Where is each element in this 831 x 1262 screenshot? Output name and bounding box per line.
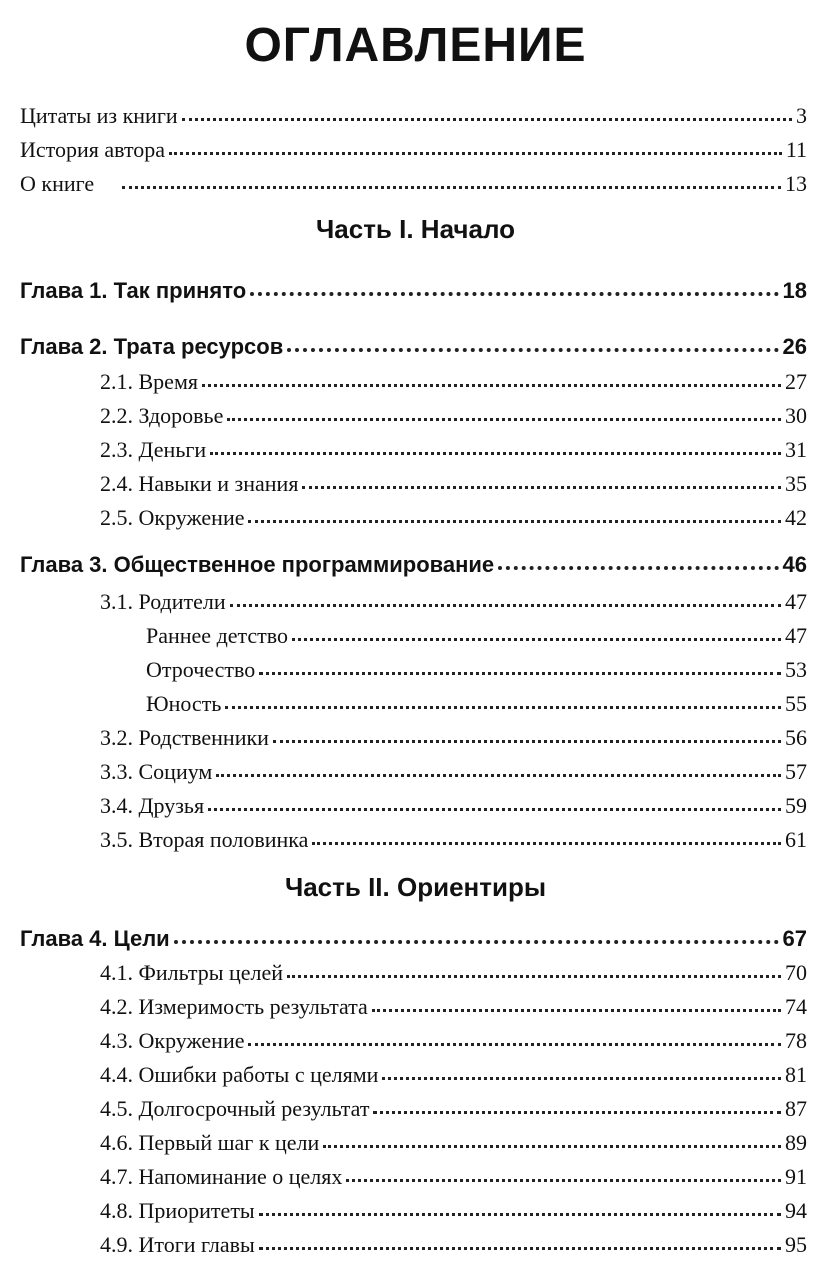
toc-entry-page: 59: [785, 793, 807, 818]
toc-entry[interactable]: [20, 170, 807, 198]
toc-entry[interactable]: [100, 436, 807, 464]
toc-chapter-page: 46: [782, 552, 807, 577]
toc-chapter-label: Глава 2. Трата ресурсов: [20, 334, 284, 359]
toc-entry-label: Цитаты из книги: [20, 103, 178, 128]
toc-entry-page: 35: [785, 471, 807, 496]
leader-dots: [259, 1243, 781, 1250]
toc-entry-label: Раннее детство: [146, 623, 289, 648]
toc-entry[interactable]: [100, 959, 807, 987]
toc-entry-label: О книге: [20, 171, 95, 196]
toc-entry[interactable]: [100, 368, 807, 396]
toc-chapter-page: 67: [782, 926, 807, 951]
toc-entry-label: 4.6. Первый шаг к цели: [100, 1130, 320, 1155]
toc-chapter-label: Глава 3. Общественное программирование: [20, 552, 495, 577]
toc-entry[interactable]: [100, 1197, 807, 1225]
toc-chapter[interactable]: [20, 277, 807, 305]
part-heading: Часть I. Начало: [316, 214, 515, 244]
leader-dots: [227, 414, 781, 421]
toc-entry-label: 4.1. Фильтры целей: [100, 960, 284, 985]
leader-dots: [273, 736, 781, 743]
toc-entry-label: 3.1. Родители: [100, 589, 226, 614]
toc-entry-page: 91: [785, 1164, 807, 1189]
leader-dots: [210, 448, 781, 455]
toc-entry-page: 11: [785, 137, 807, 162]
leader-dots: [122, 182, 781, 189]
toc-entry-page: 47: [785, 623, 807, 648]
toc-entry[interactable]: [100, 1061, 807, 1089]
leader-dots: [259, 1209, 781, 1216]
toc-entry-page: 57: [785, 759, 807, 784]
toc-entry-label: 2.1. Время: [100, 369, 198, 394]
toc-entry-page: 94: [785, 1198, 807, 1223]
leader-dots: [225, 702, 781, 709]
leader-dots: [287, 344, 778, 352]
leader-dots: [346, 1175, 781, 1182]
toc-entry[interactable]: [100, 1231, 807, 1259]
leader-dots: [216, 770, 781, 777]
leader-dots: [250, 288, 778, 296]
toc-entry-label: 3.5. Вторая половинка: [100, 827, 309, 852]
toc-chapter-page: 18: [782, 278, 807, 303]
toc-entry-label: 2.4. Навыки и знания: [100, 471, 299, 496]
toc-entry-label: 4.3. Окружение: [100, 1028, 245, 1053]
toc-entry[interactable]: [100, 724, 807, 752]
toc-entry-page: 27: [785, 369, 807, 394]
toc-entry[interactable]: [100, 1095, 807, 1123]
toc-entry-label: 2.5. Окружение: [100, 505, 245, 530]
leader-dots: [182, 114, 792, 121]
toc-entry-page: 61: [785, 827, 807, 852]
toc-entry-page: 3: [796, 103, 807, 128]
toc-entry-page: 13: [785, 171, 807, 196]
toc-entry-page: 87: [785, 1096, 807, 1121]
leader-dots: [372, 1005, 781, 1012]
leader-dots: [248, 516, 781, 523]
toc-entry-page: 47: [785, 589, 807, 614]
toc-chapter[interactable]: [20, 333, 807, 361]
toc-entry-label: Отрочество: [146, 657, 256, 682]
leader-dots: [302, 482, 781, 489]
toc-entry[interactable]: [100, 470, 807, 498]
toc-entry-label: 4.9. Итоги главы: [100, 1232, 255, 1257]
toc-entry[interactable]: [146, 622, 807, 650]
toc-entry-page: 30: [785, 403, 807, 428]
toc-entry-label: 4.5. Долгосрочный результат: [100, 1096, 370, 1121]
toc-entry[interactable]: [146, 656, 807, 684]
toc-entry-label: 4.8. Приоритеты: [100, 1198, 255, 1223]
toc-chapter-page: 26: [782, 334, 807, 359]
toc-entry-page: 31: [785, 437, 807, 462]
toc-entry-page: 89: [785, 1130, 807, 1155]
leader-dots: [312, 838, 781, 845]
leader-dots: [248, 1039, 781, 1046]
leader-dots: [382, 1073, 781, 1080]
leader-dots: [287, 971, 781, 978]
toc-entry-label: 2.3. Деньги: [100, 437, 207, 462]
toc-entry-label: 3.3. Социум: [100, 759, 213, 784]
toc-entry[interactable]: [100, 792, 807, 820]
toc-entry[interactable]: [100, 1129, 807, 1157]
part-heading: Часть II. Ориентиры: [284, 872, 547, 902]
toc-entry[interactable]: [146, 690, 807, 718]
toc-entry[interactable]: [100, 504, 807, 532]
toc-entry-label: 4.4. Ошибки работы с целями: [100, 1062, 379, 1087]
toc-entry[interactable]: [100, 758, 807, 786]
toc-entry-page: 81: [785, 1062, 807, 1087]
leader-dots: [208, 804, 781, 811]
toc-entry[interactable]: [100, 588, 807, 616]
toc-entry-label: 2.2. Здоровье: [100, 403, 224, 428]
toc-entry[interactable]: [100, 1027, 807, 1055]
toc-entry-page: 74: [785, 994, 807, 1019]
toc-entry-page: 42: [785, 505, 807, 530]
toc-entry[interactable]: [100, 826, 807, 854]
toc-entry[interactable]: [20, 136, 807, 164]
leader-dots: [323, 1141, 781, 1148]
toc-entry[interactable]: [100, 402, 807, 430]
toc-chapter[interactable]: [20, 551, 807, 579]
toc-entry-label: 3.2. Родственники: [100, 725, 269, 750]
leader-dots: [373, 1107, 781, 1114]
toc-entry-page: 78: [785, 1028, 807, 1053]
toc-entry-page: 53: [785, 657, 807, 682]
toc-chapter[interactable]: [20, 925, 807, 953]
leader-dots: [498, 562, 778, 570]
leader-dots: [169, 148, 782, 155]
leader-dots: [292, 634, 781, 641]
toc-entry[interactable]: [100, 993, 807, 1021]
leader-dots: [259, 668, 781, 675]
toc-entry-page: 55: [785, 691, 807, 716]
leader-dots: [230, 600, 781, 607]
toc-entry-label: 3.4. Друзья: [100, 793, 205, 818]
toc-entry[interactable]: [20, 102, 807, 130]
leader-dots: [202, 380, 781, 387]
toc-entry[interactable]: [100, 1163, 807, 1191]
toc-entry-page: 56: [785, 725, 807, 750]
page-title: ОГЛАВЛЕНИЕ: [244, 19, 587, 72]
toc-chapter-label: Глава 4. Цели: [20, 926, 170, 951]
toc-entry-page: 70: [785, 960, 807, 985]
toc-entry-label: 4.7. Напоминание о целях: [100, 1164, 343, 1189]
toc-entry-label: Юность: [146, 691, 222, 716]
toc-entry-label: История автора: [20, 137, 166, 162]
toc-entry-page: 95: [785, 1232, 807, 1257]
toc-chapter-label: Глава 1. Так принято: [20, 278, 247, 303]
leader-dots: [174, 936, 779, 944]
toc-entry-label: 4.2. Измеримость результата: [100, 994, 368, 1019]
